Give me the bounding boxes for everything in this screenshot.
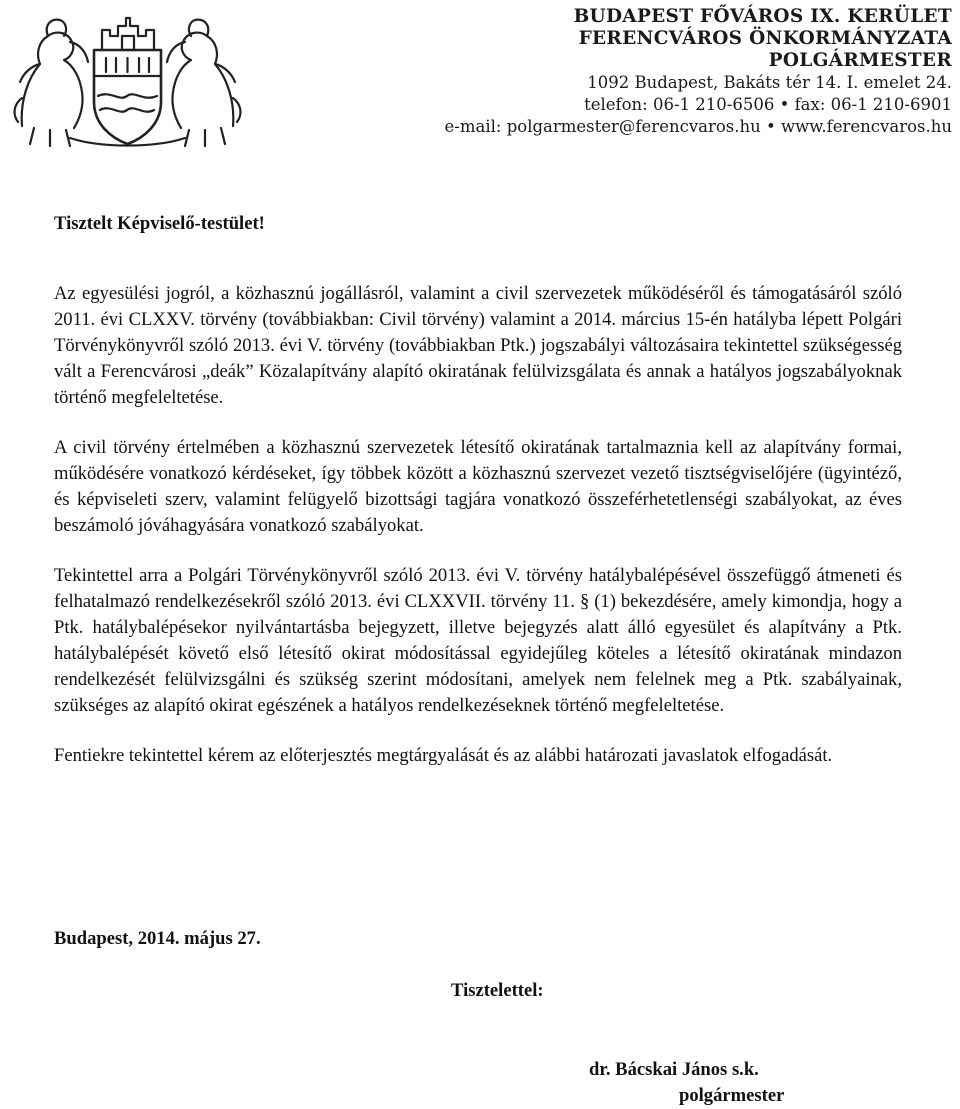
coat-of-arms-icon (10, 6, 245, 156)
letterhead-text (445, 6, 952, 138)
paragraph-2: A civil törvény értelmében a közhasznú szervezetek létesítő okiratának tartalmaznia kell az alapítvány formai, működésére vonatkozó kérdéseket, így többek között a közhasznú szervezet vezető tisztségviselőjére (ügyintéző, és képviseleti szerv, valamint felügyelő bizottsági tagjára vonatkozó összeférhetetlenségi szabályokat, az éves beszámoló jóváhagyására vonatkozó szabályokat. (54, 437, 902, 536)
org-email-web: e-mail: polgarmester@ferencvaros.hu • www.ferencvaros.hu (444, 117, 952, 136)
org-phone-fax: telefon: 06-1 210-6506 • fax: 06-1 210-6901 (584, 95, 952, 114)
org-address: 1092 Budapest, Bakáts tér 14. I. emelet 24. (587, 73, 952, 92)
letter-body (54, 211, 902, 769)
signature-block (589, 1057, 784, 1109)
signer-name: dr. Bácskai János s.k. (589, 1059, 759, 1080)
paragraph-4: Fentiekre tekintettel kérem az előterjesztés megtárgyalását és az alábbi határozati javaslatok elfogadását. (54, 745, 833, 766)
closing: Tisztelettel: (451, 980, 544, 1001)
greeting: Tisztelt Képviselő-testület! (54, 213, 265, 234)
paragraph-1: Az egyesülési jogról, a közhasznú jogállásról, valamint a civil szervezetek működéséről és támogatásáról szóló 2011. évi CLXXV. törvény (továbbiakban: Civil törvény) valamint a 2014. március 15-én hatályba lépett Polgári Törvénykönyvről szóló 2013. évi V. törvény (továbbiakban Ptk.) jogszabályi változásaira tekintettel szükségesség vált a Ferencvárosi „deák” Közalapítvány alapító okiratának felülvizsgálata és annak a hatályos jogszabályoknak történő megfeleltetése. (54, 283, 902, 408)
org-line-district: BUDAPEST FŐVÁROS IX. KERÜLET (573, 6, 952, 27)
org-line-mayor: POLGÁRMESTER (768, 50, 952, 71)
paragraph-3: Tekintettel arra a Polgári Törvénykönyvről szóló 2013. évi V. törvény hatálybalépésével összefüggő átmeneti és felhatalmazó rendelkezésekről szóló 2013. évi CLXXVII. törvény 11. § (1) bekezdésére, amely kimondja, hogy a Ptk. hatálybalépésekor nyilvántartásba bejegyzett, illetve bejegyzés alatt álló egyesület és alapítvány a Ptk. hatálybalépését követő első létesítő okirat módosítással egyidejűleg köteles a létesítő okiratának mindazon rendelkezését felülvizsgálni és szükség szerint módosítani, amelyek nem felelnek meg a Ptk. szabályainak, szükséges az alapító okirat egészének a hatályos rendelkezéseknek történő megfeleltetése. (54, 565, 902, 716)
signer-title: polgármester (679, 1085, 785, 1106)
letterhead (0, 0, 960, 165)
org-line-municipality: FERENCVÁROS ÖNKORMÁNYZATA (578, 28, 952, 49)
letter-date: Budapest, 2014. május 27. (54, 928, 261, 949)
